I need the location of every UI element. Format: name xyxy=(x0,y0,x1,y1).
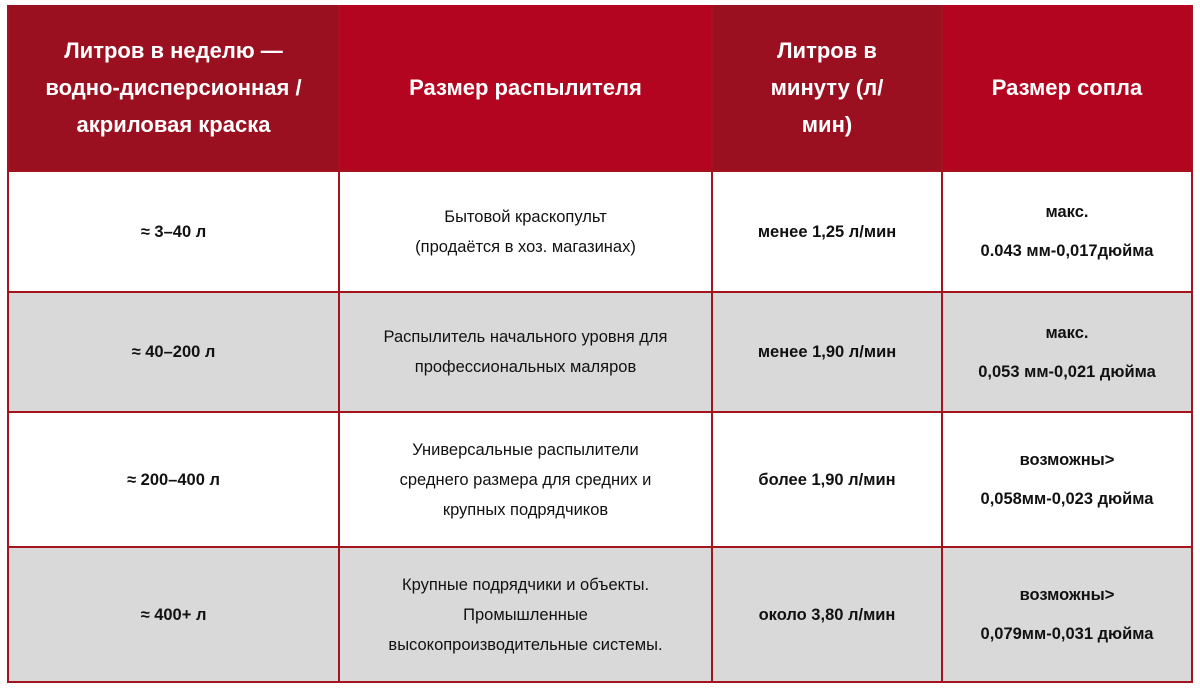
sprayer-size-table xyxy=(7,5,1193,683)
flow-cell: менее 1,25 л/мин xyxy=(712,171,942,292)
volume-cell: ≈ 3–40 л xyxy=(8,171,339,292)
nozzle-cell xyxy=(942,412,1192,547)
nozzle-label: возможны> xyxy=(1019,451,1115,469)
nozzle-label: макс. xyxy=(1045,323,1089,342)
sprayer-line: Бытовой краскопульт xyxy=(444,207,607,226)
header-sprayer-size: Размер распылителя xyxy=(339,5,712,171)
sprayer-line: профессиональных маляров xyxy=(414,358,637,376)
header-liters-per-minute: Литров в минуту (л/мин) xyxy=(712,5,942,171)
sprayer-cell xyxy=(339,412,712,547)
flow-cell: около 3,80 л/мин xyxy=(712,547,942,682)
header-liters-per-week: Литров в неделю — водно-дисперсионная / акриловая краска xyxy=(8,5,339,171)
sprayer-line: Промышленные xyxy=(463,605,588,624)
table-row xyxy=(8,412,1192,547)
header-nozzle-size: Размер сопла xyxy=(942,5,1192,171)
nozzle-size: 0,053 мм-0,021 дюйма xyxy=(978,362,1156,381)
flow-cell: менее 1,90 л/мин xyxy=(712,292,942,412)
nozzle-cell xyxy=(942,171,1192,292)
nozzle-cell xyxy=(942,292,1192,412)
sprayer-line: Распылитель начального уровня для xyxy=(383,328,668,346)
nozzle-size: 0,058мм-0,023 дюйма xyxy=(980,490,1154,508)
nozzle-cell xyxy=(942,547,1192,682)
header-row xyxy=(8,5,1192,171)
sprayer-cell xyxy=(339,171,712,292)
table-row xyxy=(8,292,1192,412)
sprayer-line: Универсальные распылители xyxy=(412,440,639,459)
sprayer-line: (продаётся в хоз. магазинах) xyxy=(415,237,636,256)
nozzle-size: 0,079мм-0,031 дюйма xyxy=(980,625,1154,643)
table-row xyxy=(8,171,1192,292)
table-row xyxy=(8,547,1192,682)
flow-cell: более 1,90 л/мин xyxy=(712,412,942,547)
volume-cell: ≈ 400+ л xyxy=(8,547,339,682)
sprayer-line: крупных подрядчиков xyxy=(442,500,609,519)
volume-cell: ≈ 200–400 л xyxy=(8,412,339,547)
sprayer-line: среднего размера для средних и xyxy=(399,470,652,489)
sprayer-cell xyxy=(339,547,712,682)
sprayer-line: высокопроизводительные системы. xyxy=(388,635,663,654)
volume-cell: ≈ 40–200 л xyxy=(8,292,339,412)
nozzle-label: возможны> xyxy=(1019,586,1115,604)
sprayer-line: Крупные подрядчики и объекты. xyxy=(401,575,650,594)
sprayer-cell xyxy=(339,292,712,412)
nozzle-size: 0.043 мм-0,017дюйма xyxy=(980,242,1154,260)
nozzle-label: макс. xyxy=(1045,203,1089,221)
